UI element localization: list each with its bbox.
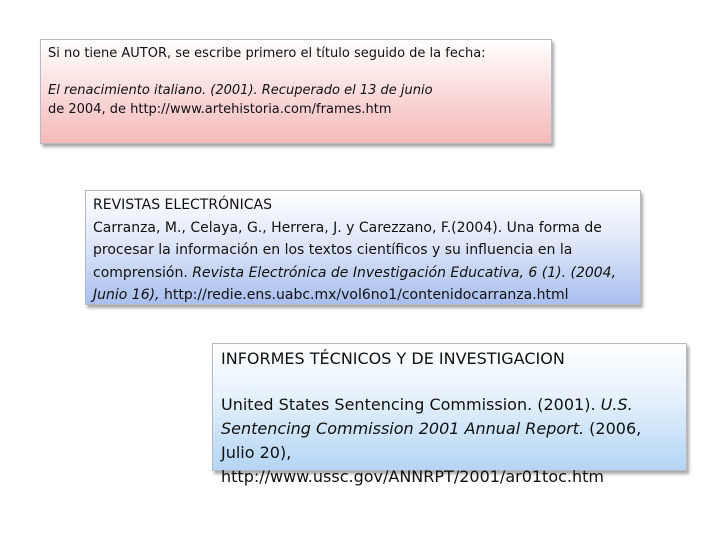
no-author-reference-italic: El renacimiento italiano. (2001). Recuperado el 13 de junio — [48, 83, 433, 98]
electronic-journals-reference-plain: Carranza, M., Celaya, G., Herrera, J. y Carezzano, F.(2004). Una forma de procesar la información en los textos científicos y su influencia en la comprensión. — [93, 219, 602, 281]
electronic-journals-heading: REVISTAS ELECTRÓNICAS — [93, 197, 272, 213]
technical-reports-reference-italic: U.S. Sentencing Commission 2001 Annual Report. — [221, 395, 633, 438]
electronic-journals-reference-italic: Revista Electrónica de Investigación Educativa, 6 (1). (2004, Junio 16), — [93, 264, 617, 303]
no-author-reference — [48, 81, 544, 119]
electronic-journals-box — [85, 190, 641, 305]
technical-reports-reference-rest: (2006, Julio 20), http://www.ussc.gov/ANNRPT/2001/ar01toc.htm — [221, 419, 642, 486]
technical-reports-reference-plain: United States Sentencing Commission. (2001). — [221, 395, 601, 414]
no-author-reference-rest: de 2004, de http://www.artehistoria.com/frames.htm — [48, 102, 392, 117]
technical-reports-box — [212, 343, 687, 486]
electronic-journals-reference — [93, 217, 633, 307]
technical-reports-reference — [221, 393, 678, 489]
technical-reports-heading: INFORMES TÉCNICOS Y DE INVESTIGACION — [221, 349, 565, 368]
no-author-heading: Si no tiene AUTOR, se escribe primero el título seguido de la fecha: — [48, 46, 486, 61]
electronic-journals-reference-url: http://redie.ens.uabc.mx/vol6no1/contenidocarranza.html — [159, 287, 569, 303]
no-author-citation-box — [40, 39, 552, 144]
